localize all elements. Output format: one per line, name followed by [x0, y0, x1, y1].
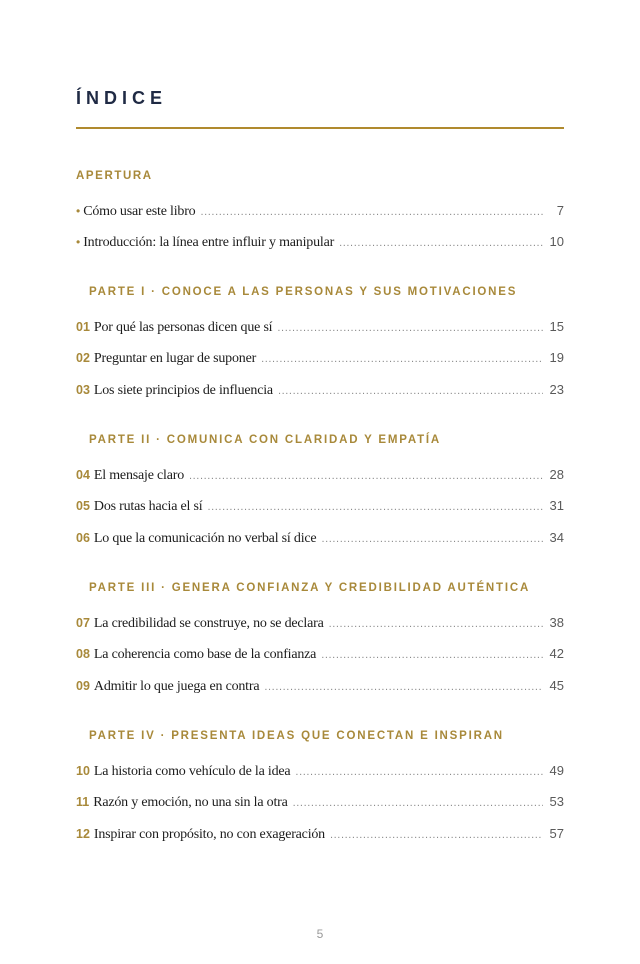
entry-page-number: 57: [549, 826, 564, 841]
chapter-number: 11: [76, 795, 90, 809]
entry-page-number: 38: [549, 615, 564, 630]
entry-page-number: 28: [549, 467, 564, 482]
entry-page-number: 42: [549, 646, 564, 661]
chapter-number: 02: [76, 351, 90, 365]
entry-page-number: 53: [549, 794, 564, 809]
dot-leader: [207, 501, 543, 513]
title-divider: [76, 127, 564, 129]
dot-leader: [321, 649, 543, 661]
dot-leader: [293, 797, 543, 809]
toc-entry[interactable]: [76, 234, 564, 254]
entry-title: Dos rutas hacia el sí: [93, 499, 203, 514]
toc-entry[interactable]: [76, 646, 564, 666]
entry-page-number: 10: [549, 234, 564, 249]
chapter-number: 03: [76, 383, 90, 397]
toc-entry[interactable]: [76, 319, 564, 339]
dot-leader: [330, 829, 543, 841]
toc-entry[interactable]: [76, 678, 564, 698]
dot-leader: [339, 237, 543, 249]
entry-title: Preguntar en lugar de suponer: [93, 351, 257, 366]
dot-leader: [278, 385, 543, 397]
toc-entry[interactable]: [76, 498, 564, 518]
section-heading-parte-1: PARTE I · CONOCE A LAS PERSONAS Y SUS MOTIVACIONES: [89, 286, 518, 298]
section-heading-parte-3: PARTE III · GENERA CONFIANZA Y CREDIBILIDAD AUTÉNTICA: [89, 582, 531, 594]
dot-leader: [329, 618, 543, 630]
toc-entry[interactable]: [76, 826, 564, 846]
page-title: ÍNDICE: [76, 88, 168, 108]
entry-title: Inspirar con propósito, no con exageración: [93, 827, 325, 842]
dot-leader: [189, 470, 543, 482]
entry-title: La historia como vehículo de la idea: [93, 764, 291, 779]
dot-leader: [321, 533, 543, 545]
toc-entry[interactable]: [76, 203, 564, 223]
entry-page-number: 15: [549, 319, 564, 334]
entry-page-number: 19: [549, 350, 564, 365]
chapter-number: 06: [76, 531, 90, 545]
entry-title: Los siete principios de influencia: [93, 383, 273, 398]
toc-entry[interactable]: [76, 467, 564, 487]
page-number-footer: 5: [316, 927, 324, 941]
entry-title: Introducción: la línea entre influir y manipular: [83, 235, 335, 250]
entry-title: Lo que la comunicación no verbal sí dice: [93, 531, 317, 546]
section-heading-parte-4: PARTE IV · PRESENTA IDEAS QUE CONECTAN E INSPIRAN: [89, 730, 504, 742]
toc-entry[interactable]: [76, 794, 564, 814]
bullet-marker: •: [76, 204, 81, 218]
entry-page-number: 7: [556, 203, 564, 218]
dot-leader: [261, 353, 543, 365]
chapter-number: 05: [76, 499, 90, 513]
entry-title: Admitir lo que juega en contra: [93, 679, 260, 694]
entry-title: El mensaje claro: [93, 468, 184, 483]
entry-page-number: 49: [549, 763, 564, 778]
entry-title: Cómo usar este libro: [83, 204, 196, 219]
toc-entry[interactable]: [76, 382, 564, 402]
entry-title: La coherencia como base de la confianza: [93, 647, 317, 662]
bullet-marker: •: [76, 235, 81, 249]
chapter-number: 07: [76, 616, 90, 630]
dot-leader: [200, 206, 543, 218]
entry-title: Razón y emoción, no una sin la otra: [93, 795, 288, 810]
entry-title: Por qué las personas dicen que sí: [93, 320, 273, 335]
toc-entry[interactable]: [76, 615, 564, 635]
toc-entry[interactable]: [76, 763, 564, 783]
toc-entry[interactable]: [76, 530, 564, 550]
entry-page-number: 34: [549, 530, 564, 545]
chapter-number: 12: [76, 827, 90, 841]
entry-page-number: 23: [549, 382, 564, 397]
toc-entry[interactable]: [76, 350, 564, 370]
entry-page-number: 31: [549, 498, 564, 513]
chapter-number: 09: [76, 679, 90, 693]
entry-title: La credibilidad se construye, no se declara: [93, 616, 324, 631]
chapter-number: 08: [76, 647, 90, 661]
entry-page-number: 45: [549, 678, 564, 693]
dot-leader: [277, 322, 543, 334]
section-heading-apertura: APERTURA: [76, 170, 153, 182]
dot-leader: [295, 766, 543, 778]
section-heading-parte-2: PARTE II · COMUNICA CON CLARIDAD Y EMPATÍA: [89, 434, 442, 446]
chapter-number: 01: [76, 320, 90, 334]
dot-leader: [264, 681, 543, 693]
chapter-number: 10: [76, 764, 90, 778]
chapter-number: 04: [76, 468, 90, 482]
